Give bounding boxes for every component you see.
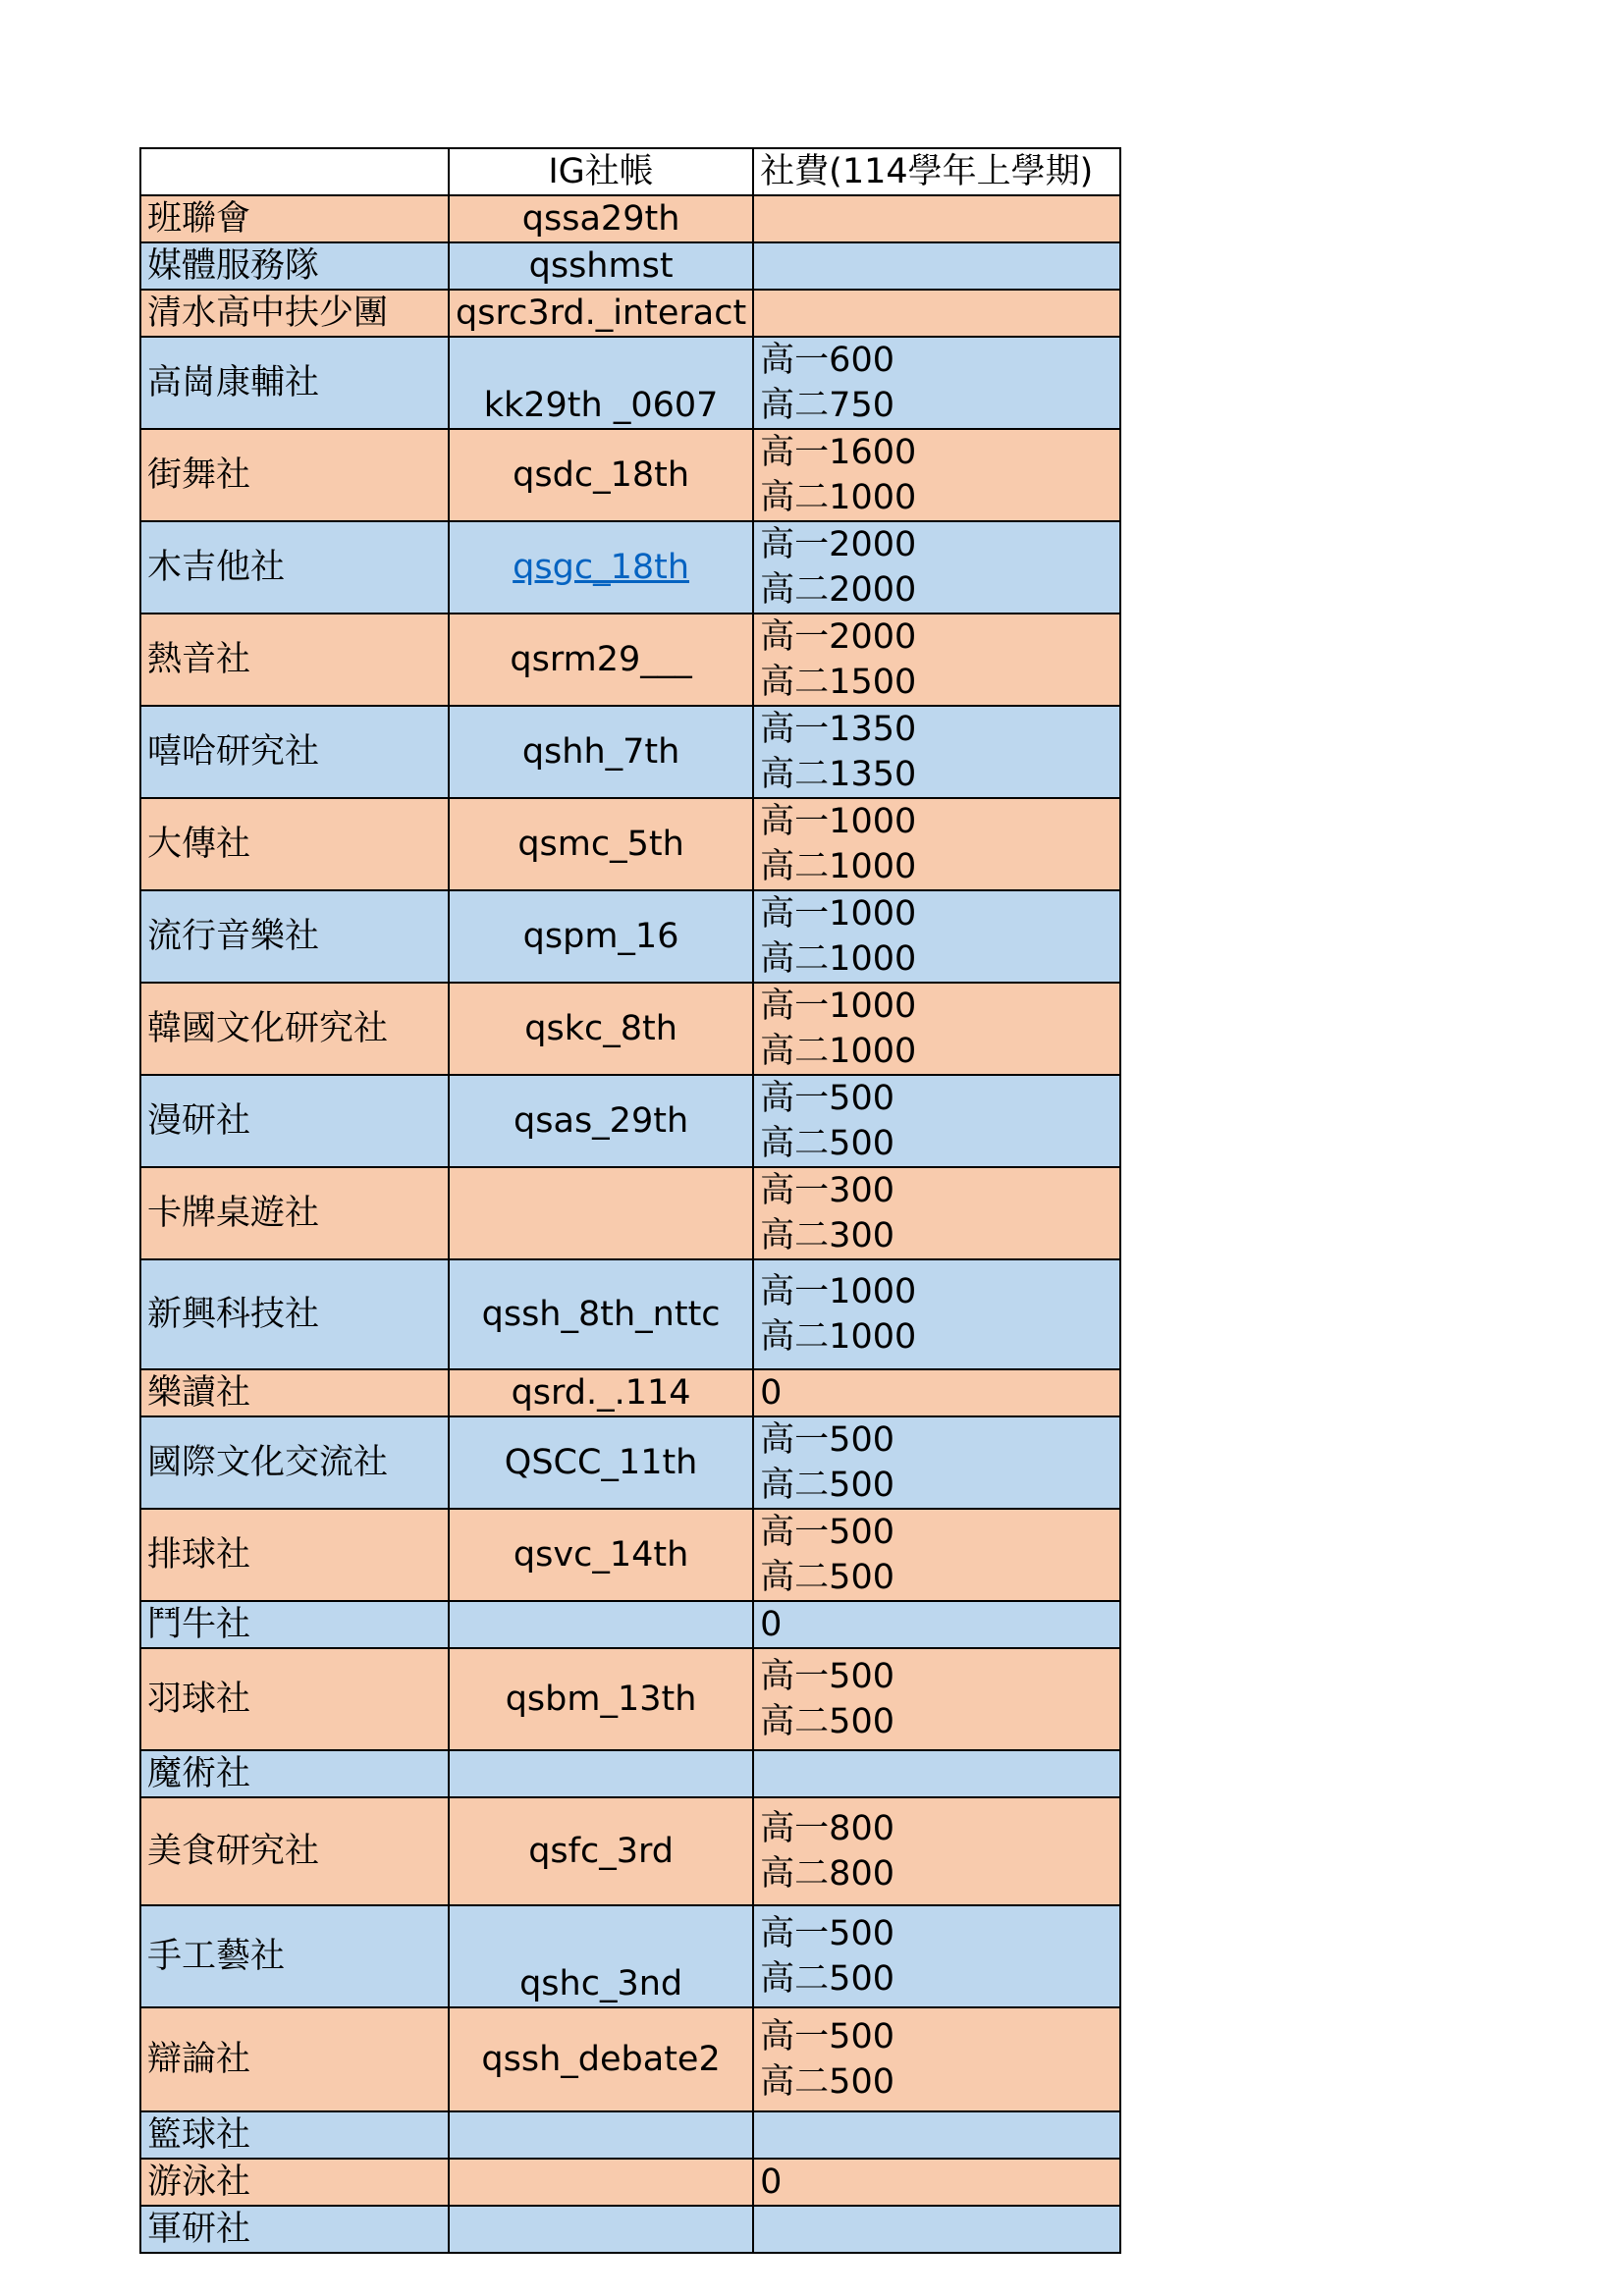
fee-line: 高一1000 xyxy=(760,802,917,841)
club-fee-cell xyxy=(753,798,1120,890)
ig-account-cell xyxy=(449,1601,753,1648)
fee-line: 0 xyxy=(760,1605,783,1644)
club-fee-cell xyxy=(753,1905,1120,2007)
table-row xyxy=(140,1259,1120,1369)
club-fee-cell xyxy=(753,242,1120,290)
header-row xyxy=(140,148,1120,195)
ig-account-cell xyxy=(449,2111,753,2159)
ig-account-cell: qsrm29___ xyxy=(449,614,753,706)
table-row xyxy=(140,1648,1120,1750)
club-fee-cell xyxy=(753,890,1120,983)
fee-line: 高二2000 xyxy=(760,570,917,610)
fee-line: 高二300 xyxy=(760,1216,894,1255)
club-fee-cell xyxy=(753,1509,1120,1601)
club-name-cell: 游泳社 xyxy=(140,2159,449,2206)
club-fee-cell xyxy=(753,2007,1120,2111)
table-row xyxy=(140,983,1120,1075)
table-row xyxy=(140,1601,1120,1648)
club-name-cell: 樂讀社 xyxy=(140,1369,449,1416)
club-fee-cell xyxy=(753,983,1120,1075)
fee-line: 高一1000 xyxy=(760,1272,917,1311)
fee-line: 高二1000 xyxy=(760,847,917,886)
club-name-cell: 手工藝社 xyxy=(140,1905,449,2007)
fee-line: 高二1500 xyxy=(760,663,917,702)
club-fee-cell xyxy=(753,1167,1120,1259)
ig-account-cell: QSCC_11th xyxy=(449,1416,753,1509)
club-name-cell: 排球社 xyxy=(140,1509,449,1601)
ig-account-cell: qshc_3nd xyxy=(449,1905,753,2007)
fee-line: 高二1000 xyxy=(760,478,917,517)
fee-line: 高二800 xyxy=(760,1854,894,1894)
table-row xyxy=(140,706,1120,798)
club-fee-cell xyxy=(753,290,1120,337)
table-row xyxy=(140,429,1120,521)
ig-account-cell xyxy=(449,2206,753,2253)
fee-line: 高二500 xyxy=(760,1466,894,1505)
table-row xyxy=(140,1075,1120,1167)
ig-account-link[interactable]: qsgc_18th xyxy=(513,548,690,587)
ig-account-cell xyxy=(449,2159,753,2206)
table-row xyxy=(140,1797,1120,1905)
header-club-fee: 社費(114學年上學期) xyxy=(753,148,1120,195)
ig-account-cell: qsshmst xyxy=(449,242,753,290)
club-fee-cell xyxy=(753,1416,1120,1509)
table-row xyxy=(140,2111,1120,2159)
table-row xyxy=(140,1905,1120,2007)
fee-line: 高一500 xyxy=(760,2017,894,2056)
club-name-cell: 國際文化交流社 xyxy=(140,1416,449,1509)
table-row xyxy=(140,2159,1120,2206)
club-fee-cell xyxy=(753,521,1120,614)
fee-line: 高二500 xyxy=(760,1959,894,1999)
club-name-cell: 羽球社 xyxy=(140,1648,449,1750)
ig-account-cell: qssa29th xyxy=(449,195,753,242)
fee-line: 高一600 xyxy=(760,341,894,380)
table-row xyxy=(140,242,1120,290)
ig-account-cell: qsfc_3rd xyxy=(449,1797,753,1905)
table-row xyxy=(140,890,1120,983)
ig-account-cell: qspm_16 xyxy=(449,890,753,983)
fee-line: 高一1000 xyxy=(760,987,917,1026)
ig-account-cell: qsrd._.114 xyxy=(449,1369,753,1416)
ig-account-cell: qssh_debate2 xyxy=(449,2007,753,2111)
table-row xyxy=(140,1416,1120,1509)
ig-account-cell xyxy=(449,521,753,614)
ig-account-cell: qsas_29th xyxy=(449,1075,753,1167)
table-row xyxy=(140,1369,1120,1416)
fee-line: 高一2000 xyxy=(760,617,917,657)
header-club xyxy=(140,148,449,195)
fee-line: 高二500 xyxy=(760,1124,894,1163)
fee-line: 高一1350 xyxy=(760,710,917,749)
fee-line: 高一1000 xyxy=(760,894,917,934)
table-row xyxy=(140,1509,1120,1601)
club-fee-cell xyxy=(753,195,1120,242)
club-fee-cell xyxy=(753,1648,1120,1750)
club-name-cell: 熱音社 xyxy=(140,614,449,706)
club-fee-cell xyxy=(753,1259,1120,1369)
club-fee-cell xyxy=(753,1075,1120,1167)
club-name-cell: 大傳社 xyxy=(140,798,449,890)
club-fee-cell xyxy=(753,2159,1120,2206)
table-row xyxy=(140,290,1120,337)
ig-account-cell: qsmc_5th xyxy=(449,798,753,890)
club-name-cell: 卡牌桌遊社 xyxy=(140,1167,449,1259)
club-fee-cell xyxy=(753,614,1120,706)
fee-line: 高一300 xyxy=(760,1171,894,1210)
club-fee-cell xyxy=(753,337,1120,429)
club-fee-table xyxy=(139,147,1121,2254)
fee-line: 高一1600 xyxy=(760,433,917,472)
club-name-cell: 新興科技社 xyxy=(140,1259,449,1369)
club-fee-cell xyxy=(753,1369,1120,1416)
club-name-cell: 媒體服務隊 xyxy=(140,242,449,290)
table-row xyxy=(140,2206,1120,2253)
fee-line: 高二750 xyxy=(760,386,894,425)
ig-account-cell: qsrc3rd._interact xyxy=(449,290,753,337)
table-row xyxy=(140,1167,1120,1259)
fee-line: 高二1000 xyxy=(760,939,917,979)
table-row xyxy=(140,1750,1120,1797)
ig-account-cell: qssh_8th_nttc xyxy=(449,1259,753,1369)
club-name-cell: 辯論社 xyxy=(140,2007,449,2111)
club-fee-cell xyxy=(753,1797,1120,1905)
fee-line: 高二500 xyxy=(760,1558,894,1597)
ig-account-cell: qsbm_13th xyxy=(449,1648,753,1750)
club-fee-cell xyxy=(753,706,1120,798)
club-fee-cell xyxy=(753,1750,1120,1797)
club-name-cell: 籃球社 xyxy=(140,2111,449,2159)
club-fee-cell xyxy=(753,2111,1120,2159)
club-name-cell: 韓國文化研究社 xyxy=(140,983,449,1075)
club-name-cell: 嘻哈研究社 xyxy=(140,706,449,798)
fee-line: 高一800 xyxy=(760,1809,894,1848)
fee-line: 0 xyxy=(760,1373,783,1413)
club-name-cell: 木吉他社 xyxy=(140,521,449,614)
fee-line: 高一500 xyxy=(760,1914,894,1953)
club-name-cell: 班聯會 xyxy=(140,195,449,242)
fee-line: 高一500 xyxy=(760,1513,894,1552)
fee-line: 高二1000 xyxy=(760,1317,917,1357)
fee-line: 高二1350 xyxy=(760,755,917,794)
ig-account-cell: kk29th _0607 xyxy=(449,337,753,429)
fee-line: 高二500 xyxy=(760,2062,894,2102)
club-fee-cell xyxy=(753,2206,1120,2253)
table-row xyxy=(140,337,1120,429)
ig-account-cell xyxy=(449,1167,753,1259)
table-row xyxy=(140,521,1120,614)
table-row xyxy=(140,798,1120,890)
fee-line: 高一500 xyxy=(760,1657,894,1696)
fee-line: 高二1000 xyxy=(760,1032,917,1071)
club-name-cell: 流行音樂社 xyxy=(140,890,449,983)
club-fee-cell xyxy=(753,429,1120,521)
ig-account-cell: qshh_7th xyxy=(449,706,753,798)
ig-account-cell xyxy=(449,1750,753,1797)
fee-line: 高一500 xyxy=(760,1079,894,1118)
fee-line: 0 xyxy=(760,2163,783,2202)
club-name-cell: 清水高中扶少團 xyxy=(140,290,449,337)
ig-account-cell: qsdc_18th xyxy=(449,429,753,521)
club-name-cell: 美食研究社 xyxy=(140,1797,449,1905)
fee-line: 高二500 xyxy=(760,1702,894,1741)
club-name-cell: 街舞社 xyxy=(140,429,449,521)
club-name-cell: 高崗康輔社 xyxy=(140,337,449,429)
ig-account-cell: qsvc_14th xyxy=(449,1509,753,1601)
club-name-cell: 漫研社 xyxy=(140,1075,449,1167)
fee-line: 高一2000 xyxy=(760,525,917,564)
club-fee-cell xyxy=(753,1601,1120,1648)
club-name-cell: 魔術社 xyxy=(140,1750,449,1797)
fee-line: 高一500 xyxy=(760,1420,894,1460)
table-row xyxy=(140,2007,1120,2111)
club-name-cell: 軍研社 xyxy=(140,2206,449,2253)
header-ig-account: IG社帳 xyxy=(449,148,753,195)
ig-account-cell: qskc_8th xyxy=(449,983,753,1075)
club-name-cell: 鬥牛社 xyxy=(140,1601,449,1648)
table-row xyxy=(140,195,1120,242)
table-row xyxy=(140,614,1120,706)
